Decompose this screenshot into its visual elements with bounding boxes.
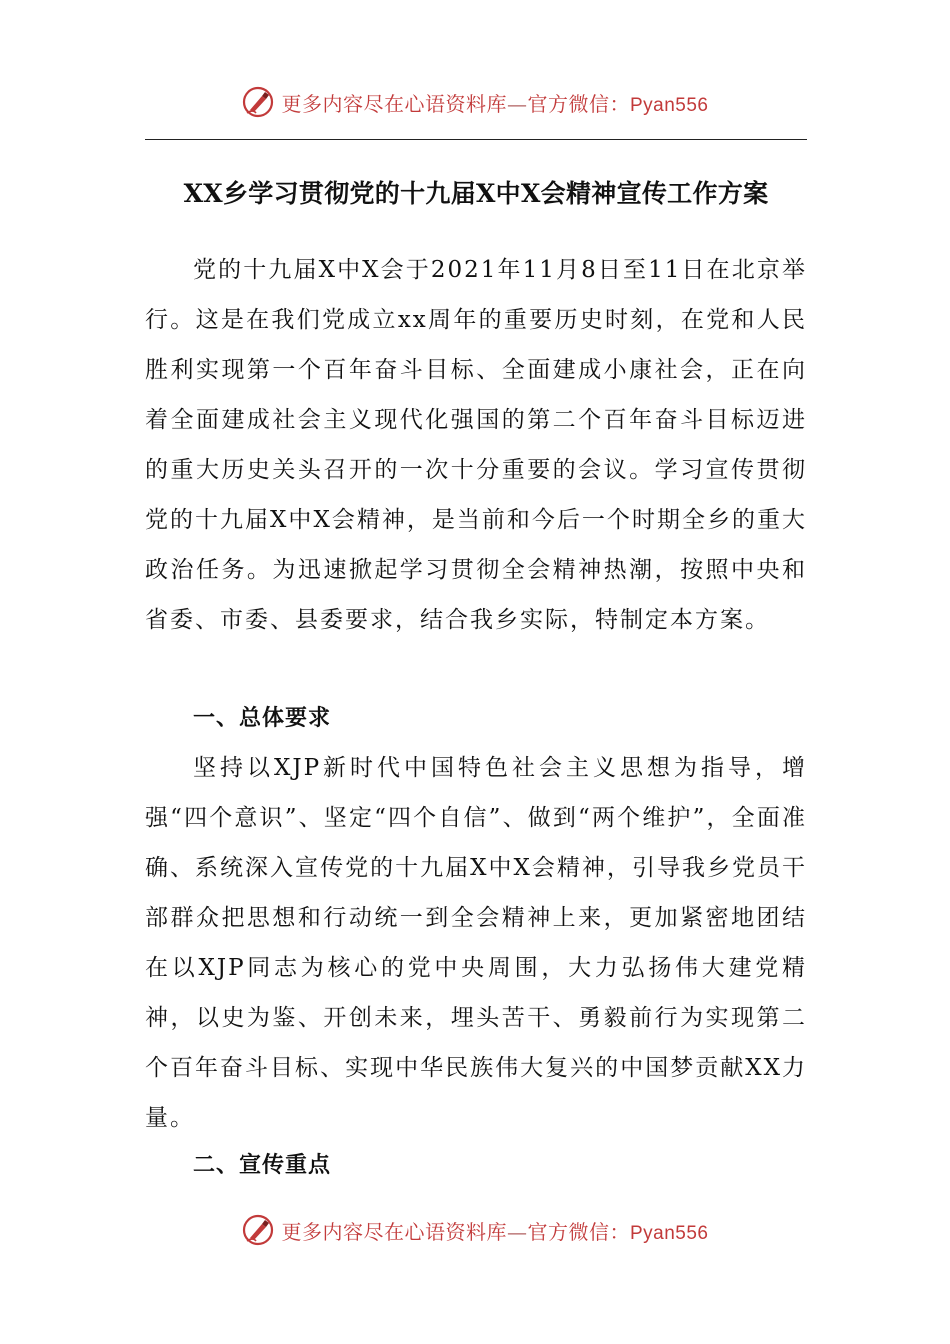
section-heading-general-requirements: 一、总体要求 <box>193 706 332 731</box>
footer-watermark <box>0 1210 950 1250</box>
watermark-text: 更多内容尽在心语资料库—官方微信：Pyan556 <box>281 1219 709 1244</box>
section-heading-publicity-focus: 二、宣传重点 <box>193 1153 332 1178</box>
intro-paragraph: 党的十九届X中X会于2021年11月8日至11日在北京举行。这是在我们党成立xx周年的重要历史时刻，在党和人民胜利实现第一个百年奋斗目标、全面建成小康社会，正在向着全面建成社会主义现代化强国的第二个百年奋斗目标迈进的重大历史关头召开的一次十分重要的会议。学习宣传贯彻党的十九届X中X会精神，是当前和今后一个时期全乡的重大政治任务。为迅速掀起学习贯彻全会精神热潮，按照中央和省委、市委、县委要求，结合我乡实际，特制定本方案。 <box>145 257 807 633</box>
header-watermark <box>0 82 950 122</box>
pen-logo-icon <box>241 85 275 119</box>
general-requirements-paragraph: 坚持以XJP新时代中国特色社会主义思想为指导，增强“四个意识”、坚定“四个自信”、做到“两个维护”，全面准确、系统深入宣传党的十九届X中X会精神，引导我乡党员干部群众把思想和行动统一到全会精神上来，更加紧密地团结在以XJP同志为核心的党中央周围，大力弘扬伟大建党精神，以史为鉴、开创未来，埋头苦干、勇毅前行为实现第二个百年奋斗目标、实现中华民族伟大复兴的中国梦贡献XX力量。 <box>145 755 807 1131</box>
document-title: XX乡学习贯彻党的十九届X中X会精神宣传工作方案 <box>183 179 769 208</box>
watermark-text: 更多内容尽在心语资料库—官方微信：Pyan556 <box>281 91 709 116</box>
pen-logo-icon <box>241 1213 275 1247</box>
header-divider <box>145 139 807 140</box>
